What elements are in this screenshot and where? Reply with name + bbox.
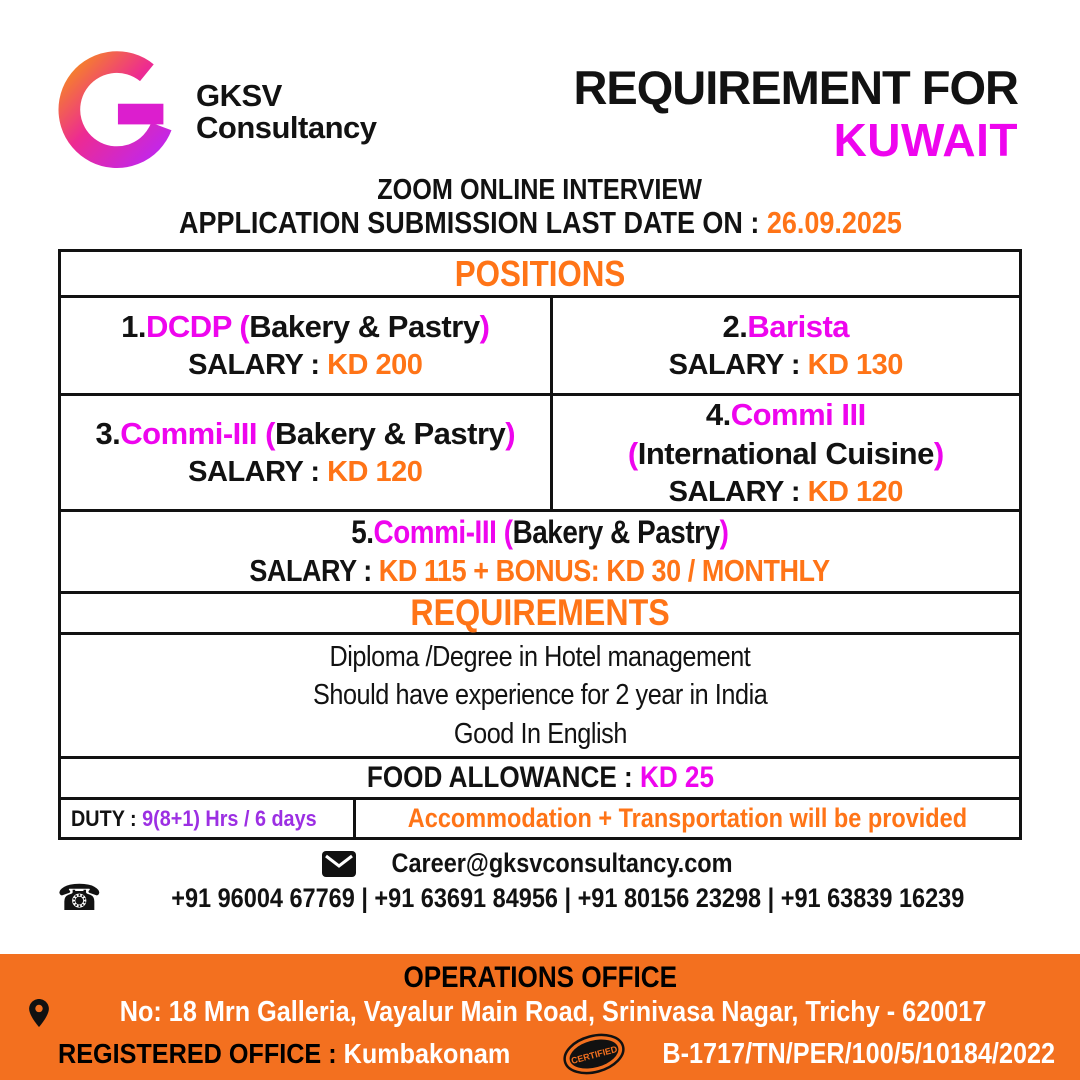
position-5-name: Commi-III xyxy=(373,514,497,551)
subhead xyxy=(0,174,1080,241)
operations-office-title xyxy=(0,961,1080,995)
last-date-value: 26.09.2025 xyxy=(766,205,902,241)
requirement-item xyxy=(279,679,801,712)
position-5-paren-close: ) xyxy=(719,514,729,551)
header xyxy=(0,0,1080,174)
position-3-paren-close: ) xyxy=(505,416,516,452)
position-3-title xyxy=(95,416,515,452)
license-number-text: B-1717/TN/PER/100/5/10184/2022 xyxy=(661,1037,1055,1070)
registered-office-text xyxy=(58,1038,510,1070)
email-text: Career@gksvconsultancy.com xyxy=(391,848,733,879)
brand-line1: GKSV xyxy=(196,77,282,113)
position-5-salary xyxy=(206,553,873,589)
requirement-1-text: Diploma /Degree in Hotel management xyxy=(329,640,751,673)
position-4-num: 4. xyxy=(705,396,731,432)
duty-value: 9(8+1) Hrs / 6 days xyxy=(142,805,317,831)
certified-stamp-icon xyxy=(561,1031,627,1077)
license-block xyxy=(561,1031,1080,1077)
position-1-name: DCDP xyxy=(146,309,232,345)
interview-mode-line xyxy=(0,174,1080,206)
envelope-icon xyxy=(322,851,356,877)
brand-line2: Consultancy xyxy=(196,110,377,145)
food-allowance-row xyxy=(61,756,1019,797)
requirement-item xyxy=(298,641,782,674)
position-1-paren-open: ( xyxy=(231,309,250,345)
position-5-salary-label: SALARY : xyxy=(249,553,380,589)
phone-icon: ☎ xyxy=(56,877,102,919)
position-5-salary-value: KD 115 + BONUS: KD 30 / MONTHLY xyxy=(379,553,831,589)
food-allowance-text xyxy=(366,761,713,795)
position-cell-2 xyxy=(550,298,1019,393)
positions-table xyxy=(58,249,1022,840)
position-1-paren-close: ) xyxy=(479,309,490,345)
position-2-salary xyxy=(669,349,903,382)
positions-row-3 xyxy=(61,509,1019,591)
position-3-salary-value: KD 120 xyxy=(327,456,423,488)
certified-stamp-text: CERTIFIED xyxy=(569,1043,619,1066)
position-5-detail: Bakery & Pastry xyxy=(512,514,720,551)
brand-block xyxy=(58,50,377,174)
position-cell-3 xyxy=(61,396,550,509)
positions-header-row xyxy=(61,252,1019,295)
gksv-logo-icon xyxy=(58,50,182,174)
food-allowance-label: FOOD ALLOWANCE : xyxy=(366,761,640,795)
positions-header-text: POSITIONS xyxy=(454,252,626,294)
last-date-text xyxy=(179,206,902,241)
requirement-2-text: Should have experience for 2 year in India xyxy=(312,679,768,712)
position-3-name: Commi-III xyxy=(120,416,258,452)
position-5-title-text xyxy=(351,514,728,551)
position-cell-4 xyxy=(550,396,1019,509)
position-3-salary-label: SALARY : xyxy=(188,456,328,488)
position-2-title xyxy=(723,309,849,345)
registered-office-value: Kumbakonam xyxy=(343,1038,511,1069)
phone-line xyxy=(0,877,1080,919)
position-3-num: 3. xyxy=(95,416,121,452)
position-2-salary-value: KD 130 xyxy=(807,349,903,381)
position-1-salary xyxy=(188,349,422,382)
email-line xyxy=(0,847,1080,881)
requirements-list xyxy=(61,632,1019,756)
position-2-name: Barista xyxy=(747,309,850,345)
registered-office xyxy=(58,1038,561,1070)
duty-row xyxy=(61,797,1019,837)
duty-cell xyxy=(61,800,353,837)
positions-row-2 xyxy=(61,393,1019,509)
position-4-salary-value: KD 120 xyxy=(807,475,903,508)
perks-cell xyxy=(353,800,1019,837)
contact-block xyxy=(0,847,1080,917)
position-2-salary-label: SALARY : xyxy=(668,349,808,381)
position-1-salary-value: KD 200 xyxy=(327,349,423,381)
position-1-title xyxy=(121,309,489,345)
position-1-num: 1. xyxy=(121,309,147,345)
position-3-paren-open: ( xyxy=(257,416,275,452)
footer-bottom-line xyxy=(0,1029,1080,1077)
requirements-header-text: REQUIREMENTS xyxy=(410,592,670,634)
interview-mode-text: ZOOM ONLINE INTERVIEW xyxy=(377,174,703,206)
title-line1: REQUIREMENT FOR xyxy=(573,61,1018,114)
position-5-title xyxy=(323,514,757,551)
position-5-paren-open: ( xyxy=(496,514,513,551)
title-line2: KUWAIT xyxy=(833,114,1018,166)
operations-office-text: OPERATIONS OFFICE xyxy=(403,961,677,994)
phone-numbers-text: +91 96004 67769 | +91 63691 84956 | +91 80156 23298 | +91 63839 16239 xyxy=(170,883,964,914)
position-5-salary-text xyxy=(250,553,830,589)
duty-text xyxy=(71,806,317,832)
requirements-header-row xyxy=(61,591,1019,632)
position-4-detail-line xyxy=(628,436,944,472)
footer xyxy=(0,954,1080,1080)
position-cell-1 xyxy=(61,298,550,393)
perks-text: Accommodation + Transportation will be provided xyxy=(407,803,968,834)
duty-label: DUTY : xyxy=(71,805,143,831)
position-4-salary-label: SALARY : xyxy=(668,475,808,508)
position-4-detail: International Cuisine xyxy=(637,436,934,472)
position-2-num: 2. xyxy=(722,309,748,345)
poster-title xyxy=(573,50,1018,170)
position-3-detail: Bakery & Pastry xyxy=(274,416,506,452)
position-5-num: 5. xyxy=(351,514,374,551)
position-4-title xyxy=(706,397,866,433)
address-text: No: 18 Mrn Galleria, Vayalur Main Road, Srinivasa Nagar, Trichy - 620017 xyxy=(119,996,987,1028)
position-3-salary xyxy=(188,456,422,489)
requirement-3-text: Good In English xyxy=(453,717,627,750)
position-4-name: Commi III xyxy=(730,396,866,432)
position-4-paren-close: ) xyxy=(933,436,944,472)
last-date-label: APPLICATION SUBMISSION LAST DATE ON : xyxy=(178,205,767,241)
location-pin-icon xyxy=(29,999,49,1027)
position-4-paren-open: ( xyxy=(627,436,638,472)
position-4-salary xyxy=(669,476,903,509)
requirement-item xyxy=(441,718,640,751)
food-allowance-value: KD 25 xyxy=(639,761,714,795)
position-1-detail: Bakery & Pastry xyxy=(249,309,480,345)
address-line xyxy=(0,996,1080,1029)
registered-office-label: REGISTERED OFFICE : xyxy=(58,1038,344,1069)
last-date-line xyxy=(0,206,1080,241)
position-1-salary-label: SALARY : xyxy=(188,349,328,381)
brand-name xyxy=(196,77,377,145)
positions-row-1 xyxy=(61,295,1019,393)
